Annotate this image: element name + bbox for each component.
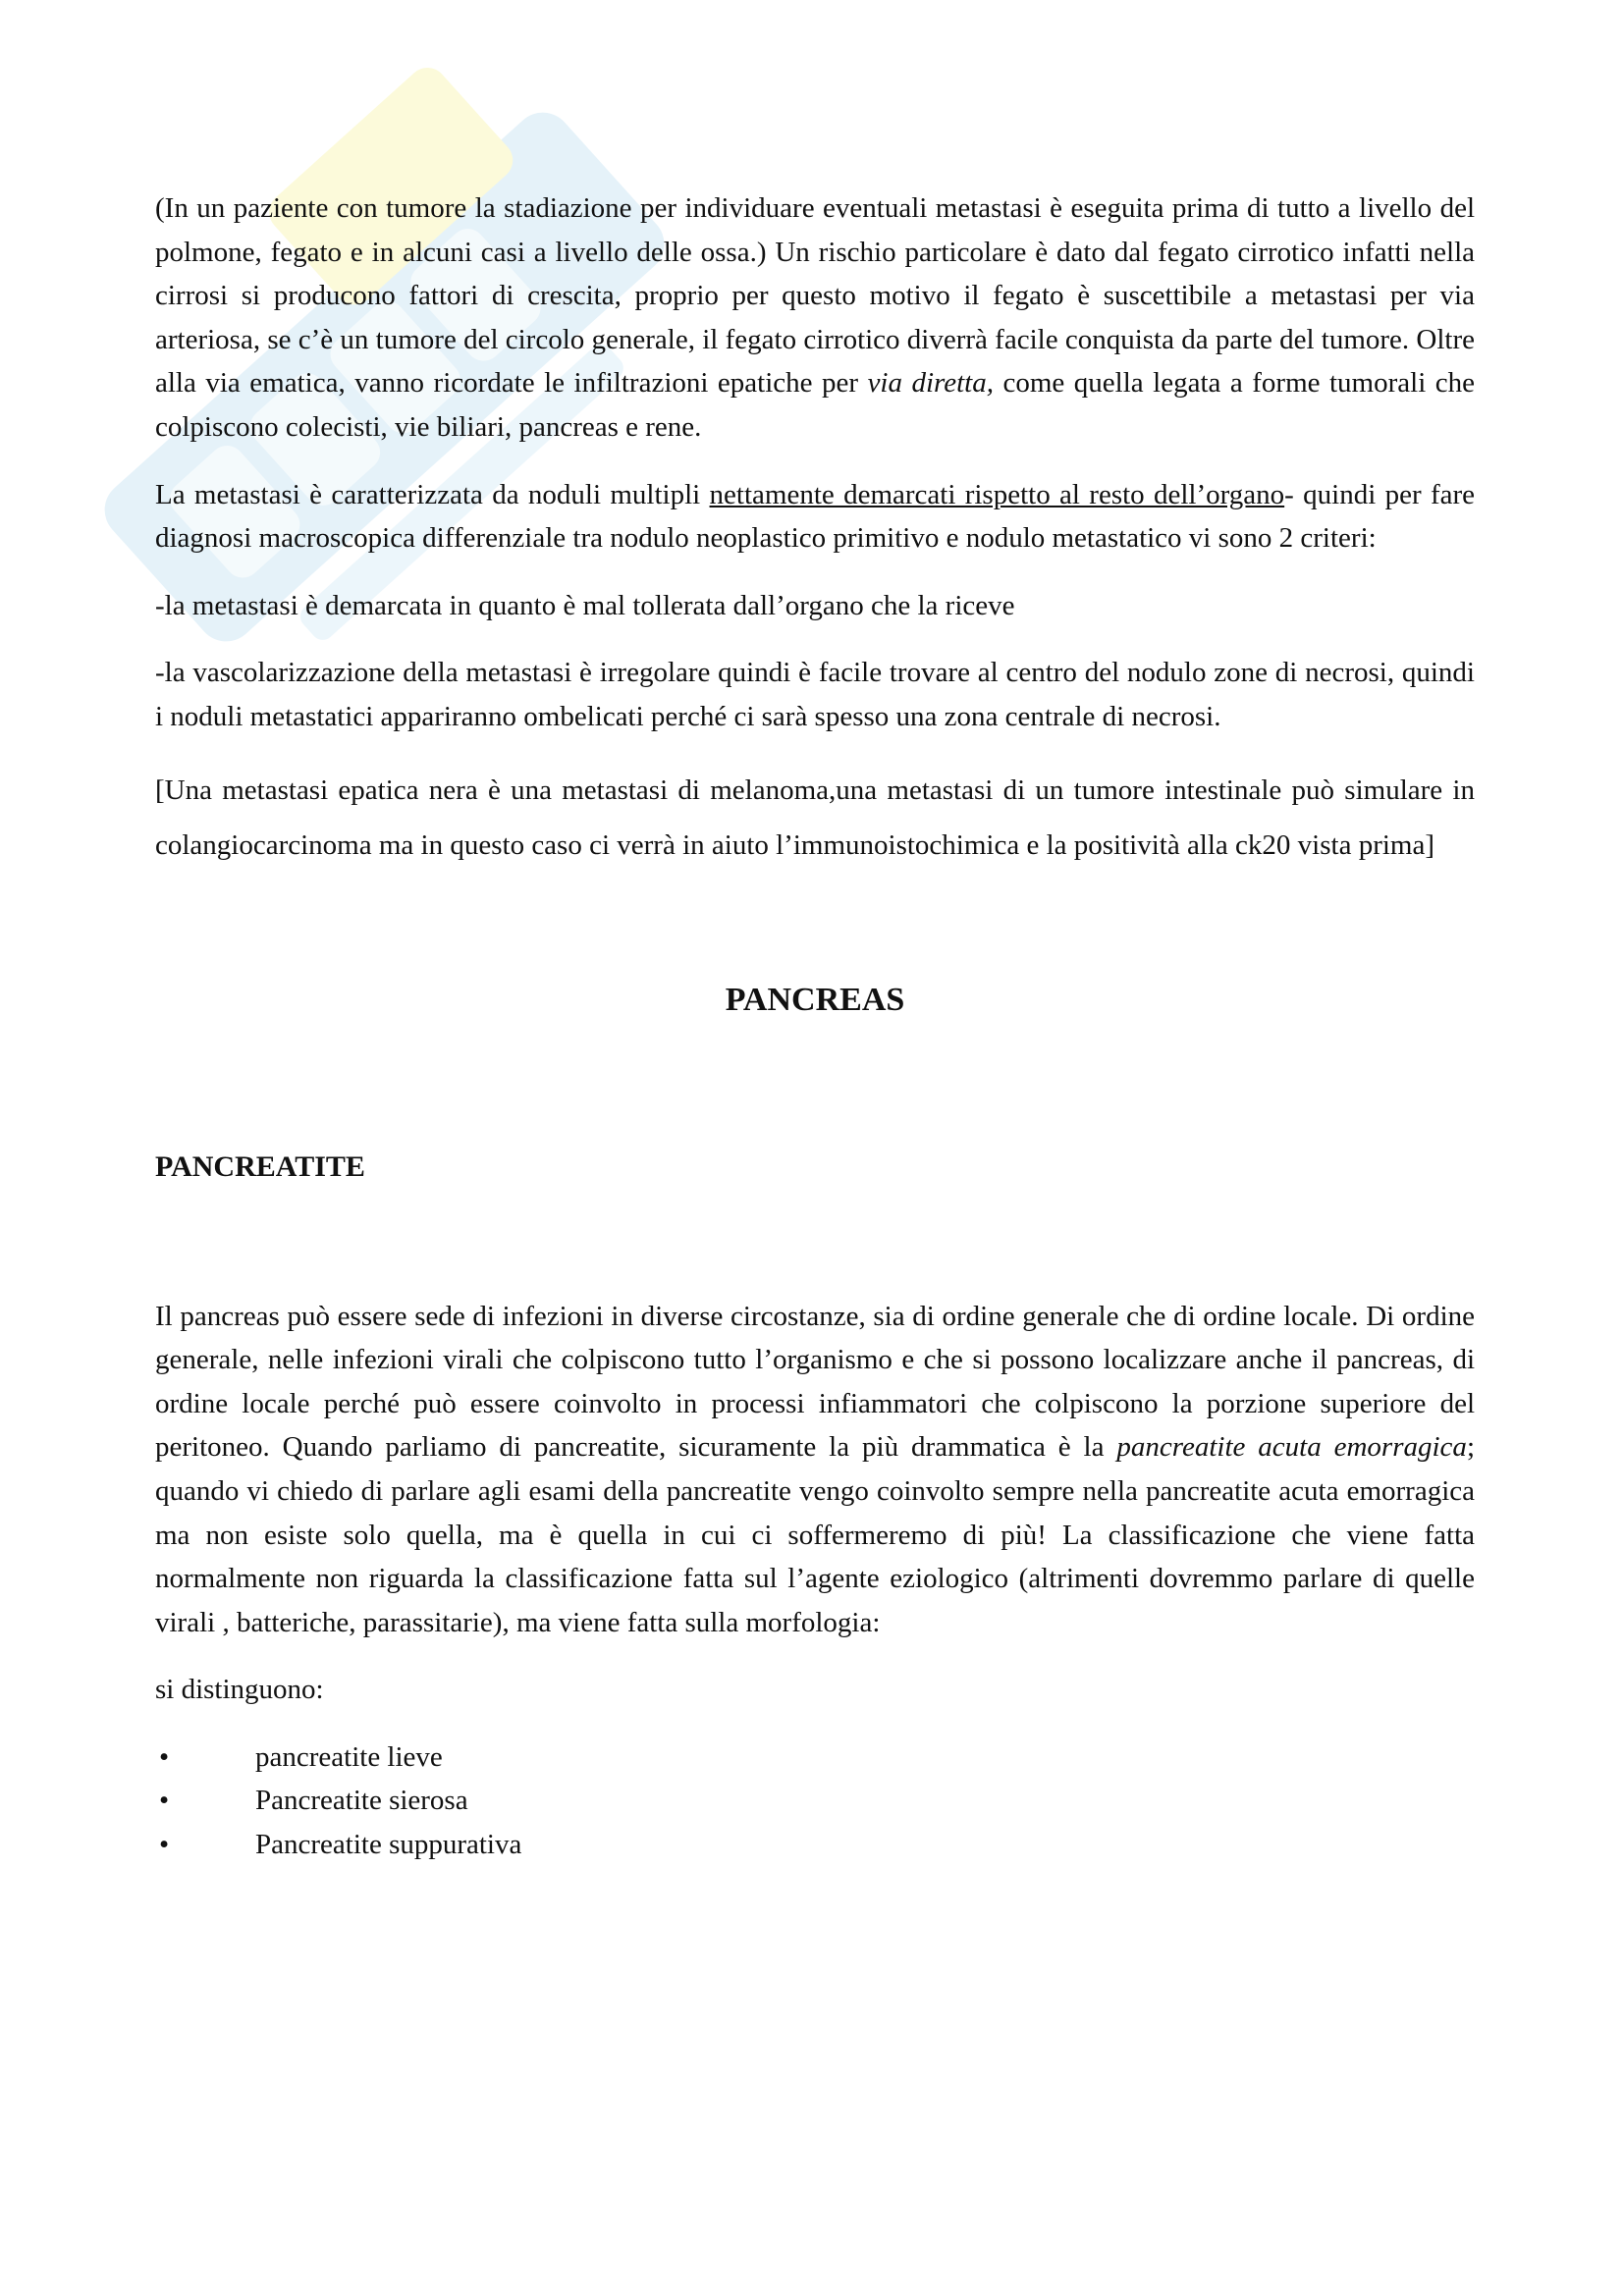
paragraph-pancreas-infections: [155, 1295, 1475, 1645]
paragraph-metastasis-nodules: [155, 473, 1475, 561]
paragraph-bracket-note: [Una metastasi epatica nera è una metastasi di melanoma,una metastasi di un tumore intestinale può simulare in colangiocarcinoma ma in questo caso ci verrà in aiuto l’immunoistochimica e la positività alla ck20 vista prima]: [155, 774, 1475, 861]
italic-pancreatite-acuta: pancreatite acuta emorragica: [1116, 1431, 1467, 1464]
paragraph-text-end: come quella legata a forme tumorali che colpiscono colecisti, vie biliari, pancreas e rene.: [155, 367, 1475, 443]
heading-pancreas: PANCREAS: [725, 981, 905, 1018]
list-item: [155, 1823, 1475, 1867]
underlined-phrase: nettamente demarcati rispetto al resto dell’organo: [709, 478, 1285, 510]
bullet-icon: •: [159, 1785, 170, 1817]
italic-via-diretta: via diretta,: [867, 367, 994, 400]
list-item-text: Pancreatite suppurativa: [255, 1829, 522, 1861]
list-item: [155, 1735, 1475, 1780]
paragraph-distinguish: si distinguono:: [155, 1674, 324, 1706]
heading-pancreatite: PANCREATITE: [155, 1149, 365, 1183]
bullet-list: [155, 1735, 1475, 1867]
paragraph-text: (In un paziente con tumore la stadiazione per individuare eventuali metastasi è eseguita prima di tutto a livello del polmone, fegato e in alcuni casi a livello delle ossa.) Un rischio particolare è dato dal fegato cirrotico infatti nella cirrosi si producono fattori di crescita, proprio per questo motivo il fegato è suscettibile a metastasi per via arteriosa, se c’è un tumore del circolo generale, il fegato cirrotico diverrà facile conquista da parte del tumore. Oltre alla via ematica, vanno ricordate le infiltrazioni epatiche per: [155, 192, 1475, 400]
bullet-icon: •: [159, 1829, 170, 1861]
document-page: [155, 187, 1475, 1867]
list-item: [155, 1779, 1475, 1823]
list-item-text: Pancreatite sierosa: [255, 1785, 468, 1817]
list-item-text: pancreatite lieve: [255, 1740, 443, 1773]
paragraph-text-end: ; quando vi chiedo di parlare agli esami della pancreatite vengo coinvolto sempre nella pancreatite acuta emorragica ma non esiste solo quella, ma è quella in cui ci soffermeremo di più! La classificazione che viene fatta normalmente non riguarda la classificazione fatta sul l’agente eziologico (altrimenti dovremmo parlare di quelle virali , batteriche, parassitarie), ma viene fatta sulla morfologia:: [155, 1431, 1475, 1638]
paragraph-criterion-1: -la metastasi è demarcata in quanto è mal tollerata dall’organo che la riceve: [155, 589, 1015, 621]
paragraph-text: La metastasi è caratterizzata da noduli multipli: [155, 478, 710, 510]
paragraph-text: Il pancreas può essere sede di infezioni in diverse circostanze, sia di ordine generale che di ordine locale. Di ordine generale, nelle infezioni virali che colpiscono tutto l’organismo e che si possono localizzare anche il pancreas, di ordine locale perché può essere coinvolto in processi infiammatori che colpiscono la porzione superiore del peritoneo. Quando parliamo di pancreatite, sicuramente la più drammatica è la: [155, 1300, 1475, 1464]
paragraph-staging-metastasis: [155, 187, 1475, 450]
bullet-icon: •: [159, 1740, 170, 1773]
paragraph-text-end: - quindi per fare diagnosi macroscopica differenziale tra nodulo neoplastico primitivo e nodulo metastatico vi sono 2 criteri:: [155, 478, 1476, 555]
paragraph-criterion-2: -la vascolarizzazione della metastasi è irregolare quindi è facile trovare al centro del nodulo zone di necrosi, quindi i noduli metastatici appariranno ombelicati perché ci sarà spesso una zona centrale di necrosi.: [155, 657, 1475, 732]
